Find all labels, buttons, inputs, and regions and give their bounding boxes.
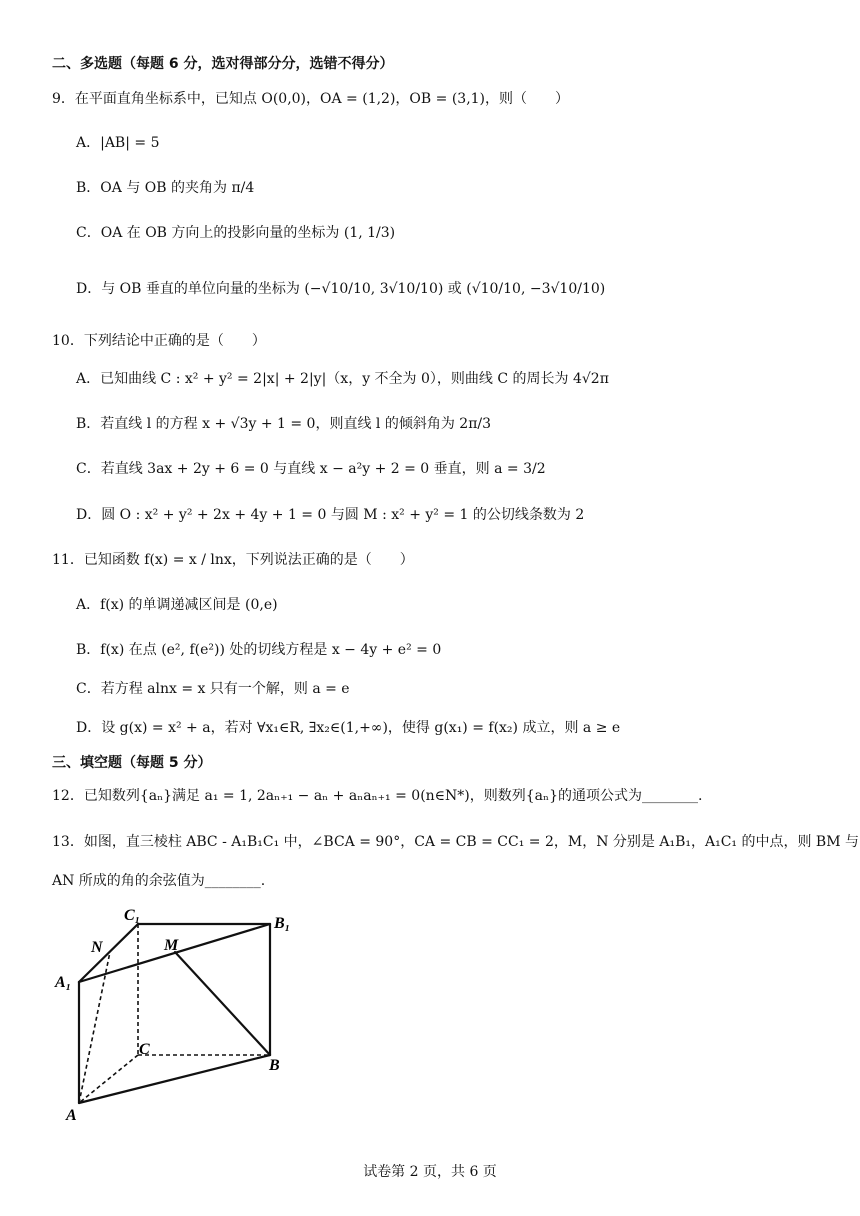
label-b: B [269, 1057, 280, 1074]
q13-stem-line1: 13．如图，直三棱柱 ABC - A₁B₁C₁ 中，∠BCA = 90°，CA = CB = CC₁ = 2，M，N 分别是 A₁B₁，A₁C₁ 的中点，则 BM 与 [52, 834, 859, 850]
q12-stem: 12．已知数列{aₙ}满足 a₁ = 1, 2aₙ₊₁ − aₙ + aₙaₙ₊₁ = 0(n∈N*)，则数列{aₙ}的通项公式为________. [52, 788, 703, 804]
q10-option-a: A．已知曲线 C : x² + y² = 2|x| + 2|y|（x，y 不全为 0），则曲线 C 的周长为 4√2π [76, 371, 609, 387]
q9-option-c: C．OA 在 OB 方向上的投影向量的坐标为 (1, 1/3) [76, 225, 396, 241]
q11-option-c: C．若方程 alnx = x 只有一个解，则 a = e [76, 681, 350, 697]
q10-option-d: D．圆 O : x² + y² + 2x + 4y + 1 = 0 与圆 M : x² + y² = 1 的公切线条数为 2 [76, 507, 585, 523]
label-c1: C₁ [124, 907, 141, 924]
q13-stem-line2: AN 所成的角的余弦值为________. [52, 873, 266, 889]
label-m: M [164, 937, 179, 954]
label-c: C [139, 1041, 150, 1058]
q11-option-d: D．设 g(x) = x² + a，若对 ∀x₁∈R, ∃x₂∈(1,+∞)，使得 g(x₁) = f(x₂) 成立，则 a ≥ e [76, 720, 621, 736]
q11-option-a: A．f(x) 的单调递减区间是 (0,e) [76, 597, 278, 613]
label-n: N [91, 939, 103, 956]
q10-stem: 10．下列结论中正确的是（ ） [52, 333, 266, 349]
label-a1: A₁ [55, 974, 72, 991]
q9-stem: 9．在平面直角坐标系中，已知点 O(0,0)，OA = (1,2)，OB = (3,1)，则（ ） [52, 91, 570, 107]
label-b1: B₁ [274, 915, 291, 932]
q9-option-a: A．|AB| = 5 [76, 135, 160, 151]
q11-stem: 11．已知函数 f(x) = x / lnx，下列说法正确的是（ ） [52, 552, 414, 568]
q10-option-b: B．若直线 l 的方程 x + √3y + 1 = 0，则直线 l 的倾斜角为 2π/3 [76, 416, 492, 432]
label-a: A [66, 1107, 77, 1124]
q10-option-c: C．若直线 3ax + 2y + 6 = 0 与直线 x − a²y + 2 = 0 垂直，则 a = 3/2 [76, 461, 546, 477]
q11-option-b: B．f(x) 在点 (e², f(e²)) 处的切线方程是 x − 4y + e² = 0 [76, 642, 442, 658]
q9-option-b: B．OA 与 OB 的夹角为 π/4 [76, 180, 255, 196]
q9-option-d: D．与 OB 垂直的单位向量的坐标为 (−√10/10, 3√10/10) 或 (√10/10, −3√10/10) [76, 281, 606, 297]
section-fill-blank: 三、填空题（每题 5 分） [52, 755, 212, 771]
prism-figure [50, 900, 310, 1125]
section-multi-choice: 二、多选题（每题 6 分，选对得部分分，选错不得分） [52, 56, 394, 72]
page-footer: 试卷第 2 页，共 6 页 [363, 1164, 497, 1180]
